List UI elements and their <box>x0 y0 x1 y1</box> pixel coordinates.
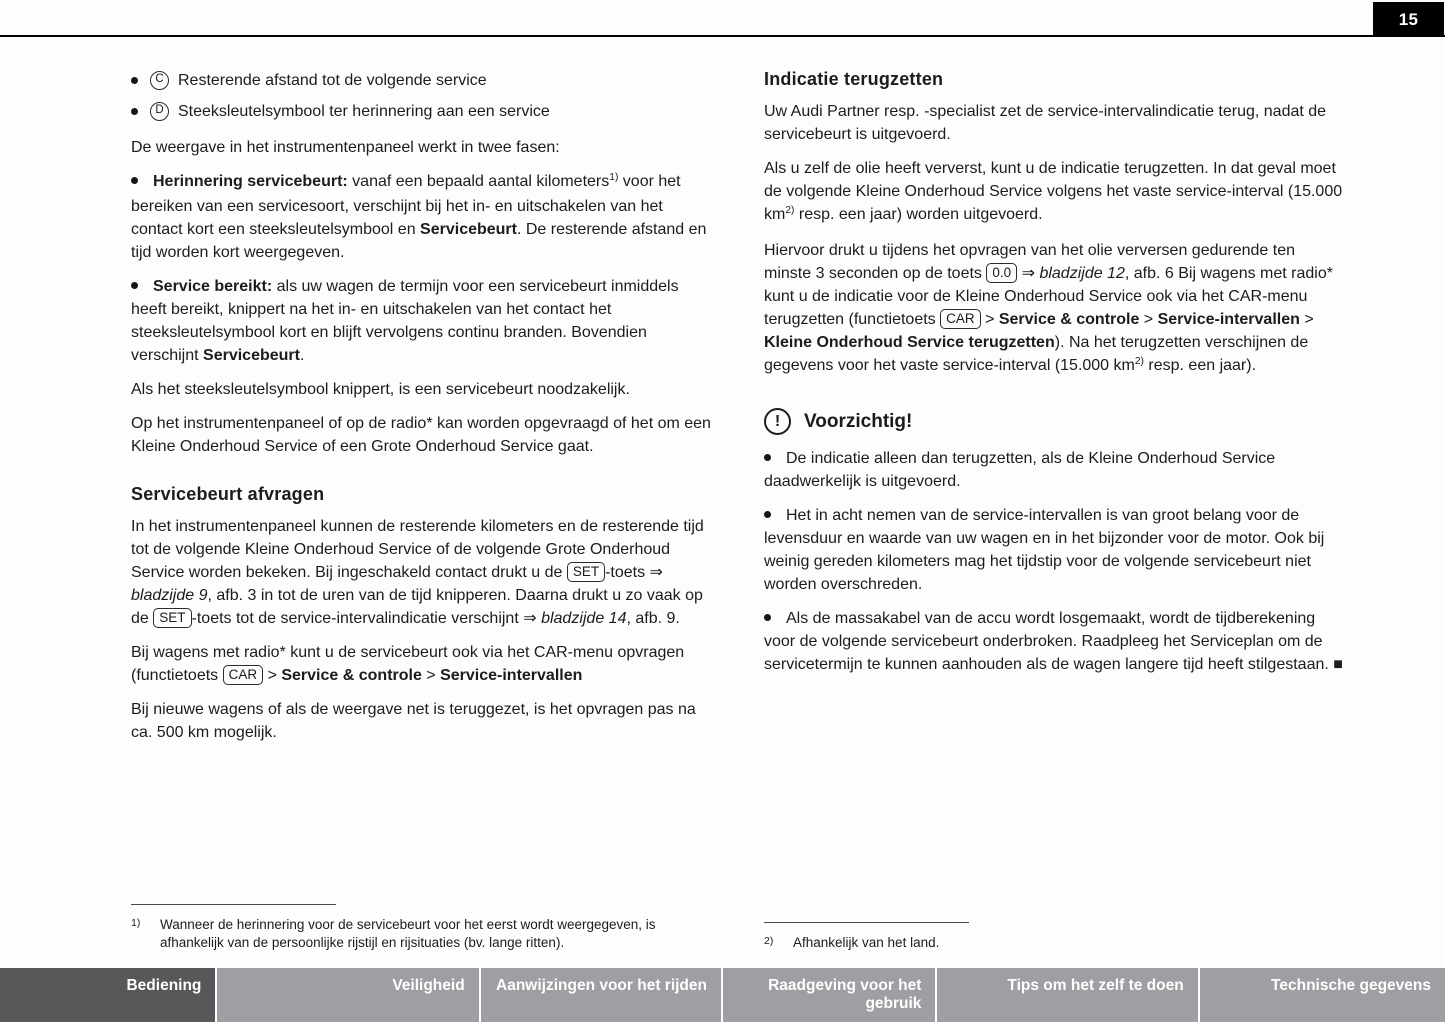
section-heading-indicatie-terugzetten: Indicatie terugzetten <box>764 69 944 89</box>
footer-tab-aanwijzingen: Aanwijzingen voor het rijden <box>481 968 721 1022</box>
page-number-badge <box>1373 2 1444 36</box>
paragraph: Als u zelf de olie heeft ververst, kunt u de indicatie terugzetten. In dat geval moet de volgende Kleine Onderhoud Service volgens het vaste service-interval (15.000 $km^{2)}$ resp. een jaar) worden uitgevoerd. <box>764 160 1343 223</box>
bullet-icon <box>131 177 138 184</box>
caution-bullet <box>764 504 1345 596</box>
caution-bullet-text: Het in acht nemen van de service-intervallen is van groot belang voor de levensduur en waarde van uw wagen en in het bijzonder voor de motor. Ook bij weinig gereden kilometers mag het tijdstip voor de volgende servicebeurt niet worden overschreden. <box>764 507 1325 593</box>
paragraph: Op het instrumentenpaneel of op de radio* kan worden opgevraagd of het om een Kleine Onderhoud Service of een Grote Onderhoud Service gaat. <box>131 415 711 455</box>
caution-bullet-text: De indicatie alleen dan terugzetten, als de Kleine Onderhoud Service daadwerkelijk is uitgevoerd. <box>764 450 1276 490</box>
bullet-icon <box>764 454 771 461</box>
footer-tab-raadgeving: Raadgeving voor het gebruik <box>723 968 935 1022</box>
footnote-2 <box>764 934 1345 952</box>
caution-bullet <box>764 447 1345 493</box>
legend-text: Resterende afstand tot de volgende service <box>178 71 487 89</box>
paragraph: In het instrumentenpaneel kunnen de resterende kilometers en de resterende tijd tot de volgende Kleine Onderhoud Service of de volgende Grote Onderhoud Service worden bekeken. Bij ingeschakeld contact drukt u de SET -toets ⇒ bladzijde 9, afb. 3 in tot de uren van de tijd knipperen. Daarna drukt u zo vaak op de SET -toets tot de service-intervalindicatie verschijnt ⇒ bladzijde 14, afb. 9. <box>131 518 704 627</box>
paragraph: Hiervoor drukt u tijdens het opvragen van het olie verversen gedurende ten minste 3 seconden op de toets 0.0 ⇒ bladzijde 12, afb. 6 Bij wagens met radio* kunt u de indicatie voor de Kleine Onderhoud Service ook via het CAR-menu terugzetten (functietoets CAR > Service & controle > Service-intervallen > Kleine Onderhoud Service terugzetten). Na het terugzetten verschijnen de gegevens voor het vaste service-interval (15.000 $km^{2)}$ resp. een jaar). <box>764 242 1333 374</box>
bullet-paragraph-reminder <box>131 170 716 264</box>
section-heading-servicebeurt-afvragen: Servicebeurt afvragen <box>131 484 325 504</box>
bullet-text: Herinnering servicebeurt: vanaf een bepaald aantal kilometers$^{1)}$ voor het bereiken van een servicesoort, verschijnt bij het in- en uitschakelen van het contact kort een steeksleutelsymbool en Servicebeurt. De resterende afstand en tijd worden kort weergegeven. <box>131 172 707 261</box>
bullet-icon <box>131 77 138 84</box>
left-column <box>131 68 716 960</box>
footnote-rule <box>764 922 969 923</box>
paragraph: Bij wagens met radio* kunt u de servicebeurt ook via het CAR-menu opvragen (functietoets CAR > Service & controle > Service-intervallen <box>131 644 685 684</box>
page-number: 15 <box>1398 9 1419 29</box>
footer-tab-technische-gegevens: Technische gegevens <box>1200 968 1445 1022</box>
footnote-marker: 1) <box>131 917 141 929</box>
footer-tab-veiligheid: Veiligheid <box>217 968 478 1022</box>
caution-icon: ! <box>764 408 791 435</box>
paragraph: Als het steeksleutelsymbool knippert, is een servicebeurt noodzakelijk. <box>131 381 630 398</box>
legend-item-d <box>131 99 716 123</box>
footnote-text: Wanneer de herinnering voor de servicebeurt voor het eerst wordt weergegeven, is afhankelijk van de persoonlijke rijstijl en rijsituaties (bv. lange ritten). <box>160 917 656 950</box>
footer-tab-tips: Tips om het zelf te doen <box>937 968 1197 1022</box>
header-rule <box>0 35 1445 37</box>
intro-paragraph: De weergave in het instrumentenpaneel werkt in twee fasen: <box>131 139 560 156</box>
bullet-icon <box>764 614 771 621</box>
footnote-rule <box>131 904 336 905</box>
paragraph: Bij nieuwe wagens of als de weergave net is teruggezet, is het opvragen pas na ca. 500 km mogelijk. <box>131 701 696 741</box>
legend-item-c <box>131 68 716 92</box>
legend-text: Steeksleutelsymbool ter herinnering aan een service <box>178 102 550 120</box>
circled-d-icon: D <box>150 102 169 121</box>
footnote-1 <box>131 916 716 952</box>
footnote-block <box>764 922 1345 960</box>
bullet-text: Service bereikt: als uw wagen de termijn voor een servicebeurt inmiddels heeft bereikt, knippert na het in- en uitschakelen van het contact het steeksleutelsymbool kort en blijft vervolgens continu branden. Bovendien verschijnt Servicebeurt. <box>131 278 679 364</box>
circled-c-icon: C <box>150 71 169 90</box>
footnote-text: Afhankelijk van het land. <box>793 935 940 950</box>
footnote-block <box>131 904 716 960</box>
right-column <box>764 68 1345 960</box>
footer-tab-bediening: Bediening <box>0 968 215 1022</box>
footer-tab-bar <box>0 968 1445 1022</box>
caution-bullet-text: Als de massakabel van de accu wordt losgemaakt, wordt de tijdberekening voor de volgende servicebeurt onderbroken. Raadpleeg het Serviceplan om de servicetermijn te kunnen aanhouden als de wagen langere tijd heeft stilgestaan. ■ <box>764 610 1343 673</box>
bullet-icon <box>131 282 138 289</box>
caution-title: Voorzichtig! <box>804 411 913 432</box>
caution-header <box>764 408 1345 435</box>
page-body <box>131 68 1345 960</box>
bullet-icon <box>131 108 138 115</box>
bullet-paragraph-service-reached <box>131 275 716 367</box>
caution-bullet <box>764 607 1345 676</box>
bullet-icon <box>764 511 771 518</box>
footnote-marker: 2) <box>764 935 774 947</box>
paragraph: Uw Audi Partner resp. -specialist zet de service-intervalindicatie terug, nadat de servicebeurt is uitgevoerd. <box>764 103 1327 143</box>
